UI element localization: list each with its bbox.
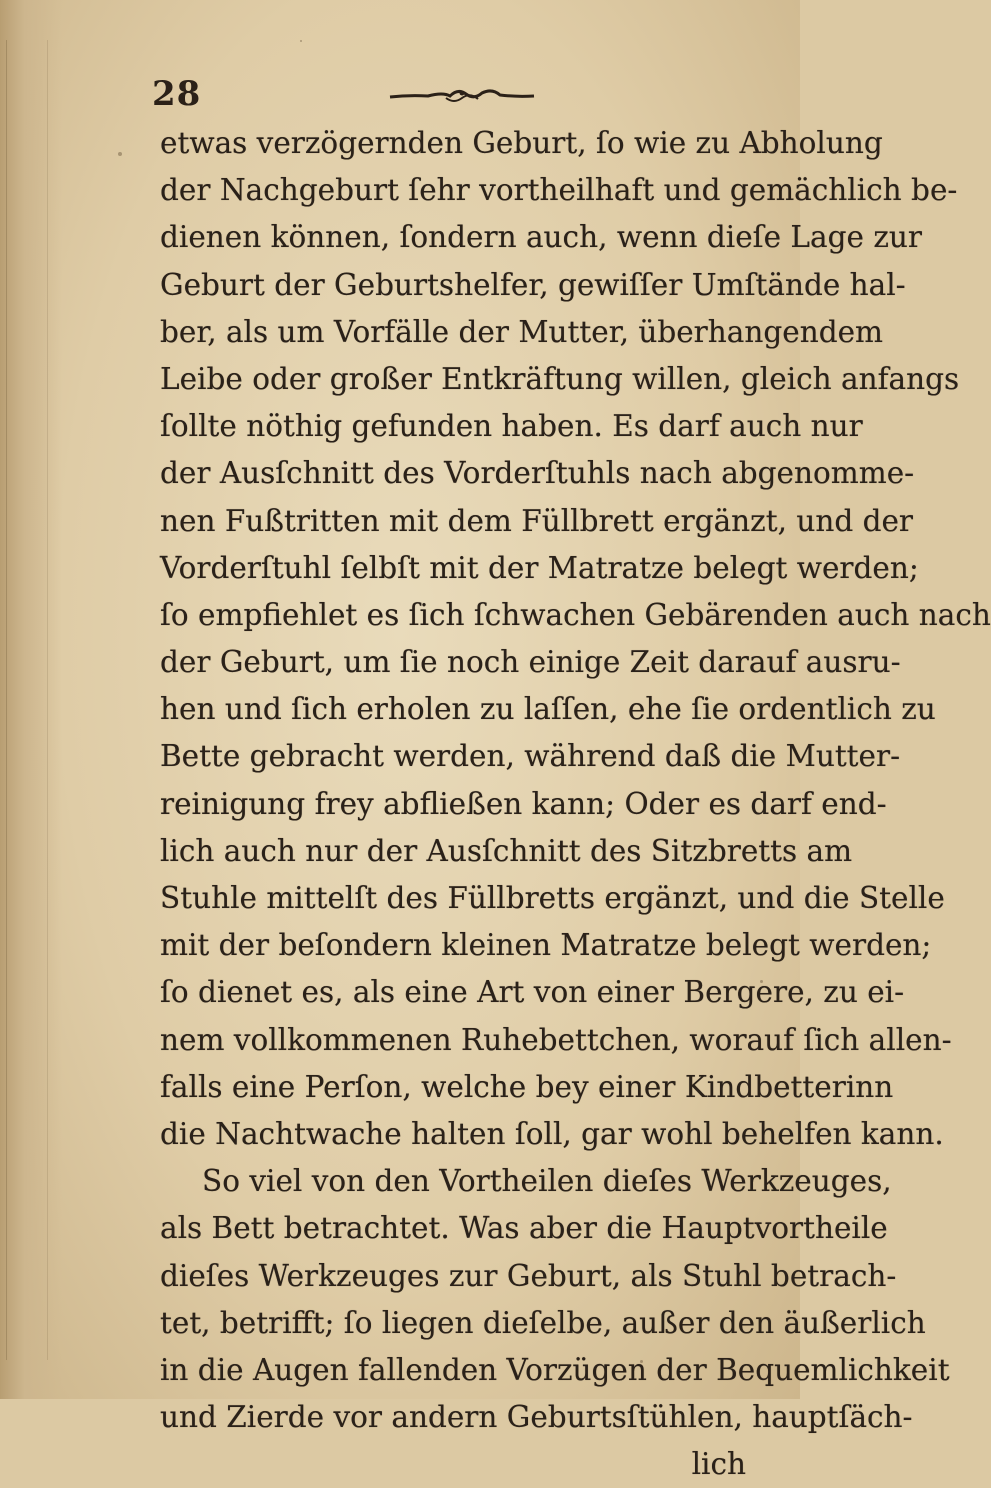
text-line: reinigung frey abfließen kann; Oder es darf end- bbox=[160, 786, 887, 821]
text-line: Stuhle mittelſt des Füllbretts ergänzt, und die Stelle bbox=[160, 881, 945, 915]
paragraph-start-line: So viel von den Vortheilen dieſes Werkzeuges, bbox=[202, 1164, 892, 1199]
text-line: der Geburt, um ſie noch einige Zeit darauf ausru- bbox=[160, 645, 901, 680]
catchword: lich bbox=[691, 1447, 746, 1482]
text-line: nem vollkommenen Ruhebettchen, worauf ſich allen- bbox=[160, 1022, 952, 1057]
text-line: ſollte nöthig gefunden haben. Es darf auch nur bbox=[160, 409, 863, 444]
text-line: hen und ſich erholen zu laſſen, ehe ſie ordentlich zu bbox=[160, 692, 936, 727]
text-line: Vorderſtuhl ſelbſt mit der Matratze belegt werden; bbox=[160, 550, 919, 585]
paper-speck bbox=[760, 980, 763, 983]
text-line: dienen können, ſondern auch, wenn dieſe Lage zur bbox=[160, 220, 922, 255]
text-line: als Bett betrachtet. Was aber die Hauptvortheile bbox=[160, 1211, 888, 1246]
text-line: Geburt der Geburtshelfer, gewiſſer Umſtände hal- bbox=[160, 267, 906, 302]
text-line: tet, betrifft; ſo liegen dieſelbe, außer den äußerlich bbox=[160, 1305, 926, 1340]
text-line: etwas verzögernden Geburt, ſo wie zu Abholung bbox=[160, 126, 883, 160]
text-line: falls eine Perſon, welche bey einer Kindbetterinn bbox=[160, 1069, 894, 1104]
paper-speck bbox=[118, 152, 122, 156]
text-line: ber, als um Vorfälle der Mutter, überhangendem bbox=[160, 314, 884, 349]
paper-speck bbox=[300, 40, 302, 42]
gutter-lines bbox=[6, 40, 48, 1360]
text-line: mit der beſondern kleinen Matratze belegt werden; bbox=[160, 928, 932, 963]
text-line: der Nachgeburt ſehr vortheilhaft und gemächlich be- bbox=[160, 173, 958, 208]
text-line: die Nachtwache halten ſoll, gar wohl behelfen kann. bbox=[160, 1116, 944, 1151]
body-text bbox=[160, 120, 991, 1488]
text-line: in die Augen fallenden Vorzügen der Bequemlichkeit bbox=[160, 1352, 950, 1387]
text-line: lich auch nur der Ausſchnitt des Sitzbretts am bbox=[160, 833, 853, 868]
text-line: der Ausſchnitt des Vorderſtuhls nach abgenomme- bbox=[160, 456, 915, 491]
text-line: ſo empfiehlet es ſich ſchwachen Gebärenden auch nach bbox=[160, 597, 991, 632]
page-gutter-shadow bbox=[0, 0, 62, 1399]
text-line: Leibe oder großer Entkräftung willen, gleich anfangs bbox=[160, 361, 960, 396]
text-line: ſo dienet es, als eine Art von einer Bergere, zu ei- bbox=[160, 975, 905, 1010]
text-line: Bette gebracht werden, während daß die Mutter- bbox=[160, 739, 901, 774]
paper-speck bbox=[640, 1360, 643, 1363]
text-line: nen Fußtritten mit dem Füllbrett ergänzt, und der bbox=[160, 503, 914, 538]
text-line: und Zierde vor andern Geburtsſtühlen, hauptſäch- bbox=[160, 1400, 913, 1435]
header-ornament-icon bbox=[388, 84, 536, 106]
text-line: dieſes Werkzeuges zur Geburt, als Stuhl betrach- bbox=[160, 1258, 897, 1293]
page-number: 28 bbox=[152, 74, 202, 114]
